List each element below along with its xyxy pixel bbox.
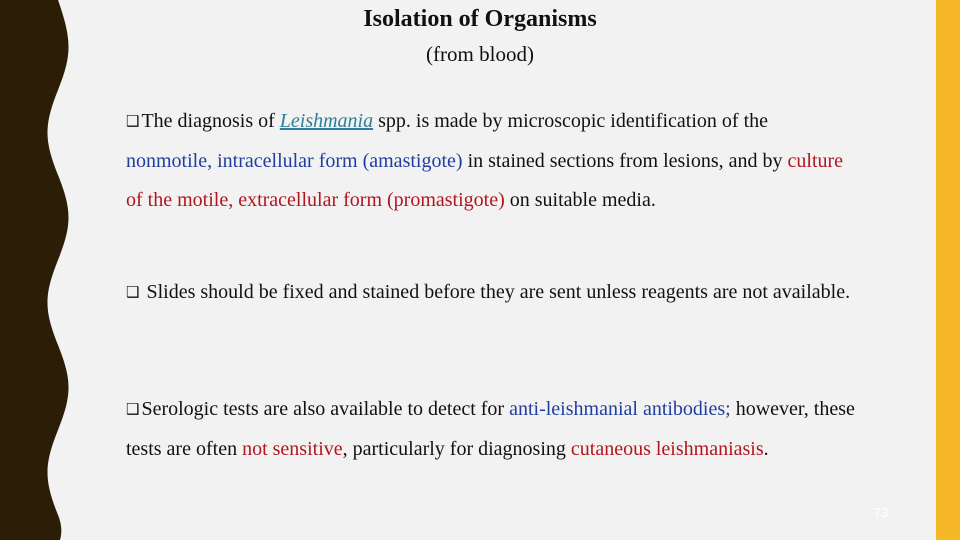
left-wavy-band (0, 0, 80, 540)
text-span: . (763, 438, 769, 460)
leishmania-link[interactable]: Leishmania (279, 110, 374, 132)
text-span: Serologic tests are also available to detect for (141, 398, 510, 420)
text-span: spp. is made by microscopic identification of the (373, 110, 769, 132)
text-span: , particularly for diagnosing (342, 438, 571, 460)
slide-subtitle: (from blood) (426, 42, 534, 66)
highlight-amastigote: nonmotile, intracellular form (amastigote) (126, 150, 463, 172)
slide-title: Isolation of Organisms (363, 6, 597, 32)
highlight-not-sensitive: not sensitive (242, 438, 343, 460)
text-span: on suitable media. (504, 189, 656, 211)
paragraph-diagnosis (126, 102, 856, 220)
text-span: The diagnosis of (141, 110, 280, 132)
highlight-antibodies: anti-leishmanial antibodies; (509, 398, 731, 420)
highlight-cutaneous: cutaneous leishmaniasis (570, 438, 764, 460)
highlight-promastigote: culture of the motile, extracellular form (promastigote) (126, 150, 844, 211)
checkbox-bullet-icon: ❑ (126, 400, 140, 418)
right-accent-bar (936, 0, 960, 540)
paragraph-serologic (126, 390, 856, 469)
text-span: however, these tests are often (126, 398, 855, 460)
text-span: Slides should be fixed and stained before they are sent unless reagents are not available. (141, 281, 851, 303)
checkbox-bullet-icon: ❑ (126, 112, 140, 130)
page-number: 73 (873, 505, 889, 520)
paragraph-slides (126, 273, 856, 313)
text-span: in stained sections from lesions, and by (462, 150, 788, 172)
checkbox-bullet-icon: ❑ (126, 283, 140, 301)
